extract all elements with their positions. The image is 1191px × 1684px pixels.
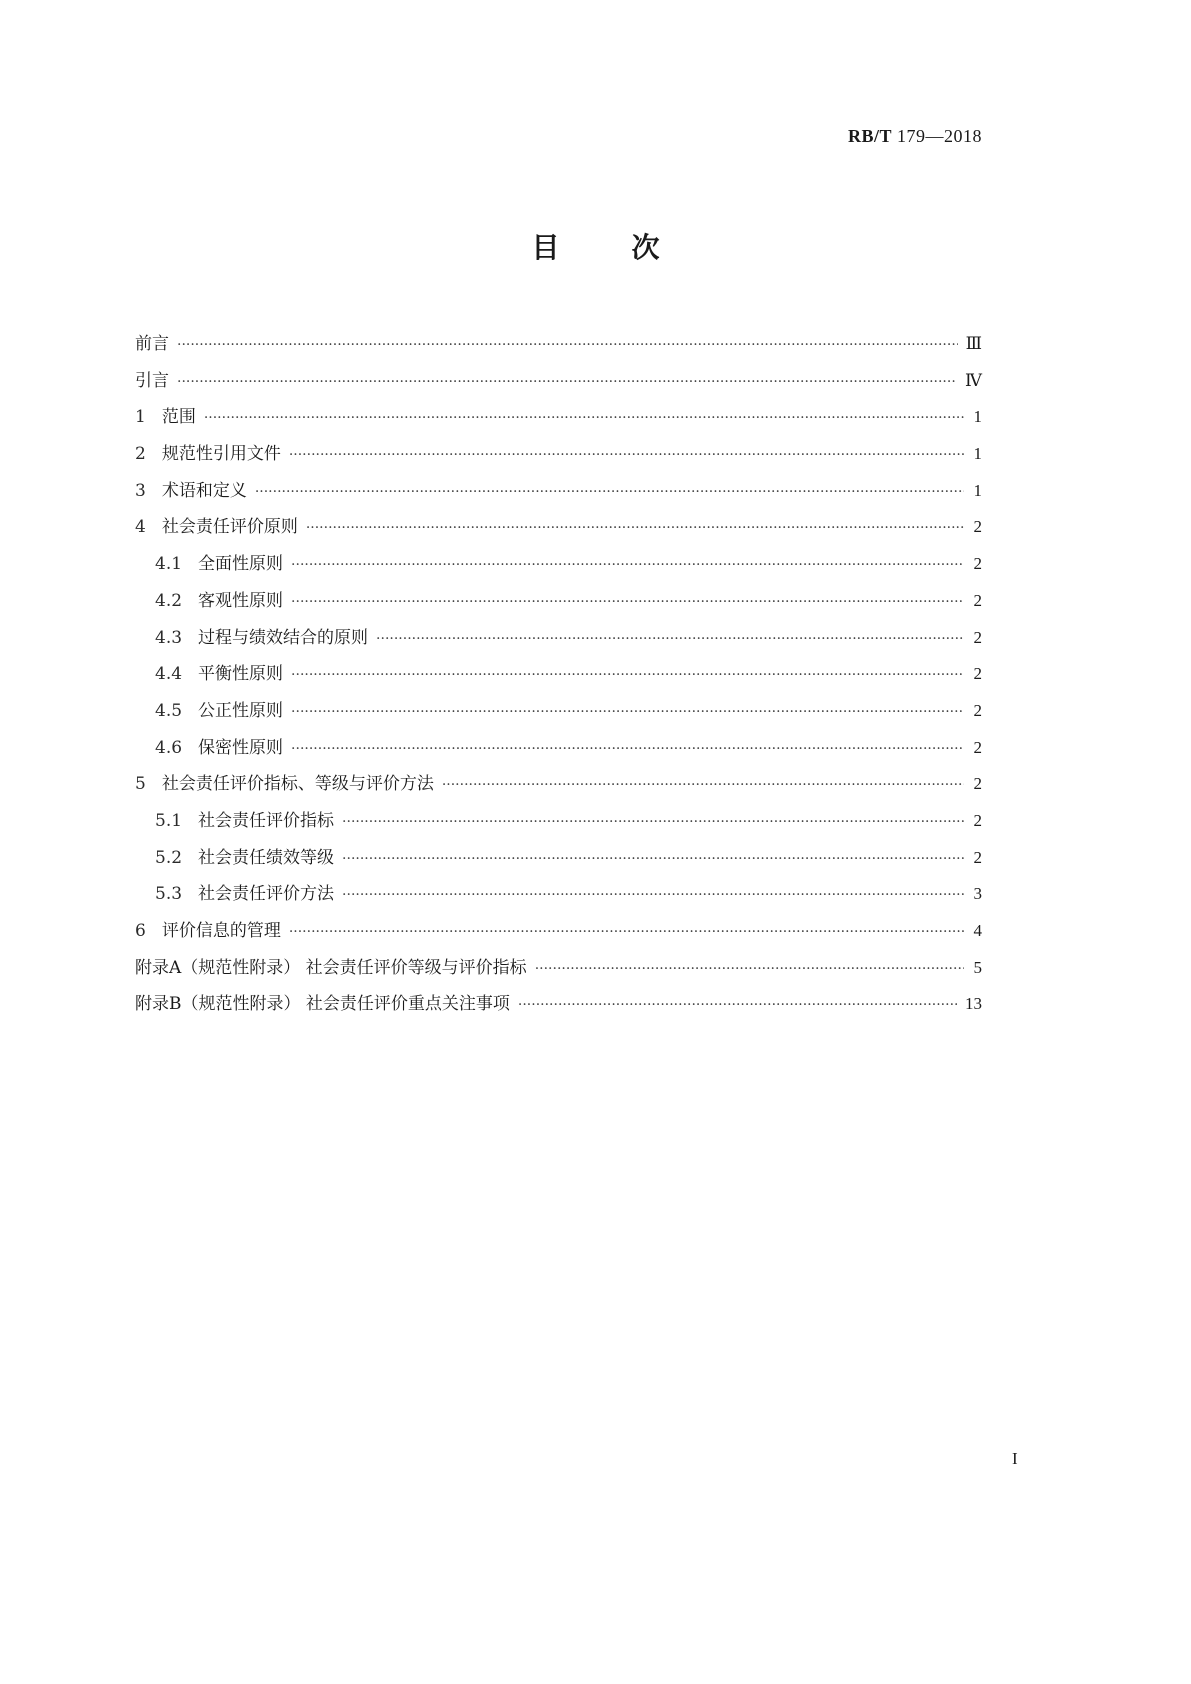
toc-entry-label: 平衡性原则 <box>198 664 284 685</box>
toc-dot-leader <box>342 877 964 914</box>
toc-entry-page: Ⅳ <box>965 370 982 390</box>
toc-entry[interactable] <box>135 656 982 693</box>
toc-entry-page: 1 <box>973 480 982 500</box>
toc-entry-number: 4.5 <box>155 700 183 721</box>
toc-entry-label: 公正性原则 <box>198 700 284 721</box>
toc-entry[interactable] <box>135 509 982 546</box>
toc-entry[interactable] <box>135 950 982 987</box>
toc-entry-label: 客观性原则 <box>198 590 284 611</box>
toc-entry-page: 2 <box>973 517 982 537</box>
toc-entry-number: 4.3 <box>155 627 183 648</box>
toc-entry-page: 2 <box>973 847 982 867</box>
toc-entry-page: 13 <box>965 994 982 1014</box>
toc-entry[interactable] <box>135 986 982 1023</box>
toc-dot-leader <box>342 804 964 841</box>
toc-entry-number: 6 <box>135 921 146 941</box>
toc-entry-number: 3 <box>135 480 146 501</box>
toc-entry-label: 范围 <box>161 407 196 428</box>
toc-entry-label: 社会责任评价方法 <box>198 884 335 905</box>
toc-dot-leader <box>291 694 964 731</box>
toc-dot-leader <box>177 364 957 401</box>
toc-entry[interactable] <box>135 473 982 510</box>
toc-entry-page: 4 <box>973 921 982 940</box>
toc-entry-page: 2 <box>973 554 982 574</box>
table-of-contents <box>135 326 982 1023</box>
toc-entry[interactable] <box>135 326 982 363</box>
toc-entry-page: 2 <box>973 627 982 647</box>
toc-entry[interactable] <box>135 766 982 803</box>
toc-entry[interactable] <box>135 583 982 620</box>
toc-entry-label: 社会责任评价指标 <box>198 810 335 831</box>
toc-entry-label: 附录B（规范性附录） 社会责任评价重点关注事项 <box>135 994 510 1015</box>
toc-entry-label: 引言 <box>135 370 169 391</box>
toc-entry-label: 评价信息的管理 <box>161 921 281 941</box>
toc-dot-leader <box>291 657 964 694</box>
toc-entry[interactable] <box>135 436 982 473</box>
toc-entry-label: 保密性原则 <box>198 737 284 758</box>
toc-dot-leader <box>376 621 964 658</box>
page-title-char-2: 次 <box>631 231 660 264</box>
toc-dot-leader <box>518 987 957 1024</box>
toc-dot-leader <box>291 584 964 621</box>
toc-entry-page: 1 <box>973 407 982 427</box>
toc-entry[interactable] <box>135 876 982 913</box>
toc-dot-leader <box>289 437 964 474</box>
toc-entry[interactable] <box>135 913 982 950</box>
toc-entry[interactable] <box>135 399 982 436</box>
toc-entry-number: 5.1 <box>155 810 183 831</box>
toc-entry-label: 全面性原则 <box>198 554 284 575</box>
toc-dot-leader <box>204 400 964 437</box>
toc-entry-page: 2 <box>973 664 982 684</box>
toc-dot-leader <box>535 951 964 988</box>
toc-entry-page: 5 <box>973 957 982 977</box>
toc-dot-leader <box>255 474 964 511</box>
toc-entry-number: 5.3 <box>155 884 183 905</box>
toc-entry-page: 2 <box>973 700 982 720</box>
toc-dot-leader <box>342 841 964 878</box>
toc-entry-number: 2 <box>135 444 146 465</box>
toc-entry-number: 5.2 <box>155 847 183 868</box>
page-number: I <box>1012 1449 1018 1468</box>
toc-entry[interactable] <box>135 620 982 657</box>
toc-entry-number: 4.1 <box>155 554 183 575</box>
toc-entry-label: 过程与绩效结合的原则 <box>198 627 369 648</box>
toc-dot-leader <box>442 767 964 804</box>
toc-entry-page: 1 <box>973 444 982 464</box>
toc-entry[interactable] <box>135 840 982 877</box>
toc-entry-label: 规范性引用文件 <box>161 444 281 465</box>
toc-entry-label: 术语和定义 <box>161 480 247 501</box>
toc-entry-number: 4.4 <box>155 664 183 685</box>
toc-entry-page: 2 <box>973 590 982 610</box>
toc-entry-number: 4.2 <box>155 590 183 611</box>
standard-code-number: 179—2018 <box>897 126 982 146</box>
toc-entry-label: 社会责任评价原则 <box>161 517 298 538</box>
toc-entry-number: 4.6 <box>155 737 183 758</box>
toc-entry-label: 社会责任评价指标、等级与评价方法 <box>161 774 434 795</box>
toc-entry-label: 附录A（规范性附录） 社会责任评价等级与评价指标 <box>135 957 527 978</box>
toc-entry[interactable] <box>135 363 982 400</box>
toc-entry-number: 5 <box>135 774 146 795</box>
toc-entry-label: 前言 <box>135 334 169 354</box>
toc-entry-page: 3 <box>973 884 982 904</box>
toc-entry-number: 1 <box>135 407 146 428</box>
toc-entry-page: Ⅲ <box>965 334 982 353</box>
toc-dot-leader <box>289 914 964 951</box>
toc-entry[interactable] <box>135 546 982 583</box>
toc-entry-label: 社会责任绩效等级 <box>198 847 335 868</box>
toc-dot-leader <box>306 510 964 547</box>
page-title <box>0 226 1191 266</box>
toc-entry[interactable] <box>135 730 982 767</box>
toc-entry-number: 4 <box>135 517 146 538</box>
toc-entry[interactable] <box>135 693 982 730</box>
toc-entry-page: 2 <box>973 810 982 830</box>
toc-entry-page: 2 <box>973 774 982 794</box>
standard-code <box>848 126 982 147</box>
toc-dot-leader <box>177 327 958 364</box>
standard-code-prefix: RB/T <box>847 126 892 146</box>
toc-entry[interactable] <box>135 803 982 840</box>
toc-dot-leader <box>291 731 964 768</box>
toc-dot-leader <box>291 547 964 584</box>
toc-entry-page: 2 <box>973 737 982 757</box>
page-title-char-1: 目 <box>531 231 560 264</box>
